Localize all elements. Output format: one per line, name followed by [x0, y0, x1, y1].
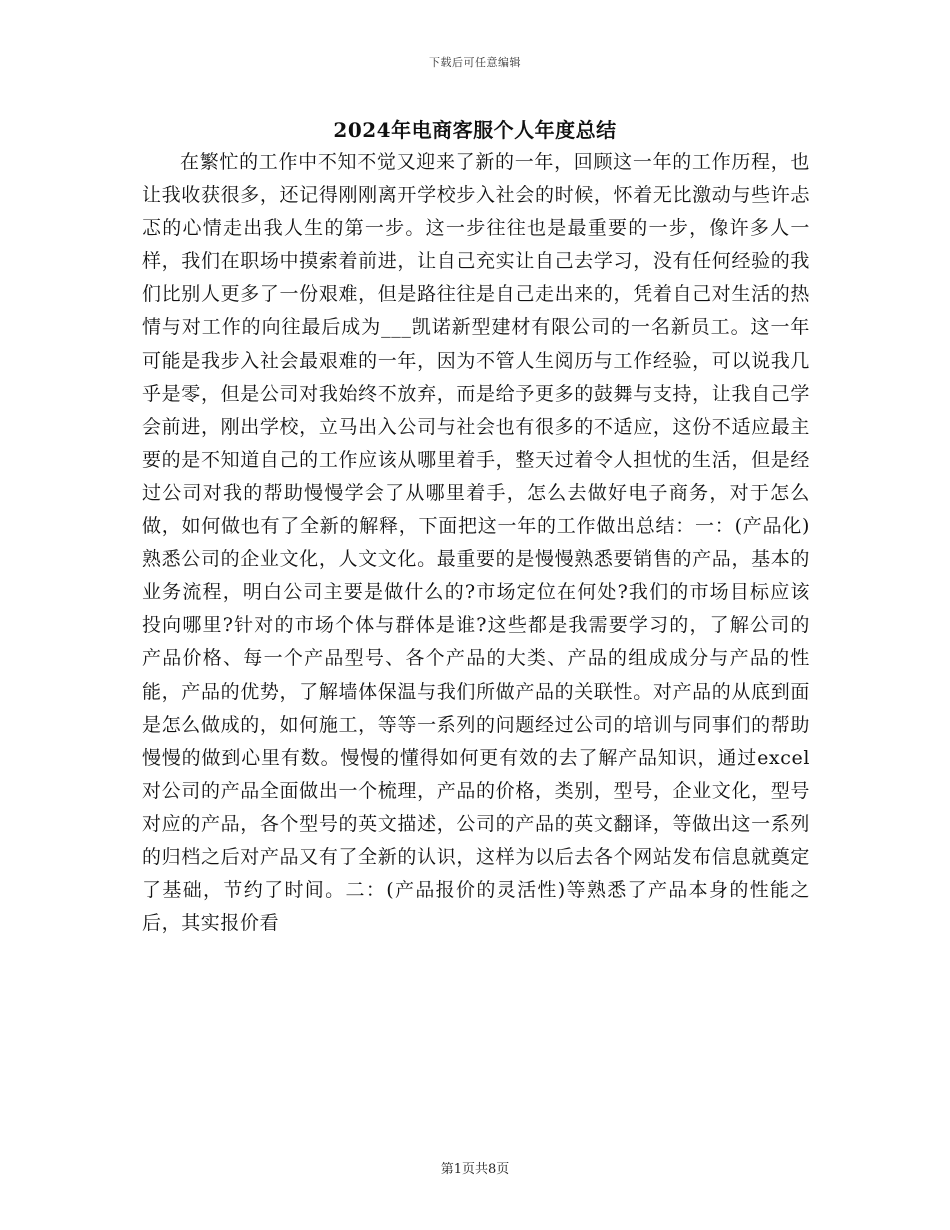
document-body: 在繁忙的工作中不知不觉又迎来了新的一年，回顾这一年的工作历程，也让我收获很多，还记得刚刚离开学校步入社会的时候，怀着无比激动与些许忐忑的心情走出我人生的第一步。这一步往往也是最重要的一步，像许多人一样，我们在职场中摸索着前进，让自己充实让自己去学习，没有任何经验的我们比别人更多了一份艰难，但是路往往是自己走出来的，凭着自己对生活的热情与对工作的向往最后成为___凯诺新型建材有限公司的一名新员工。这一年可能是我步入社会最艰难的一年，因为不管人生阅历与工作经验，可以说我几乎是零，但是公司对我始终不放弃，而是给予更多的鼓舞与支持，让我自己学会前进，刚出学校，立马出入公司与社会也有很多的不适应，这份不适应最主要的是不知道自己的工作应该从哪里着手，整天过着令人担忧的生活，但是经过公司对我的帮助慢慢学会了从哪里着手，怎么去做好电子商务，对于怎么做，如何做也有了全新的解释，下面把这一年的工作做出总结：一：(产品化)熟悉公司的企业文化，人文文化。最重要的是慢慢熟悉要销售的产品，基本的业务流程，明白公司主要是做什么的?市场定位在何处?我们的市场目标应该投向哪里?针对的市场个体与群体是谁?这些都是我需要学习的，了解公司的产品价格、每一个产品型号、各个产品的大类、产品的组成成分与产品的性能，产品的优势，了解墙体保温与我们所做产品的关联性。对产品的从底到面是怎么做成的，如何施工，等等一系列的问题经过公司的培训与同事们的帮助慢慢的做到心里有数。慢慢的懂得如何更有效的去了解产品知识，通过excel对公司的产品全面做出一个梳理，产品的价格，类别，型号，企业文化，型号对应的产品，各个型号的英文描述，公司的产品的英文翻译，等做出这一系列的归档之后对产品又有了全新的认识，这样为以后去各个网站发布信息就奠定了基础，节约了时间。二：(产品报价的灵活性)等熟悉了产品本身的性能之后，其实报价看: [142, 151, 810, 935]
page-title: 2024年电商客服个人年度总结: [333, 118, 617, 142]
header-note: 下载后可任意编辑: [429, 56, 521, 69]
page-number: 第1页共8页: [440, 1162, 510, 1177]
